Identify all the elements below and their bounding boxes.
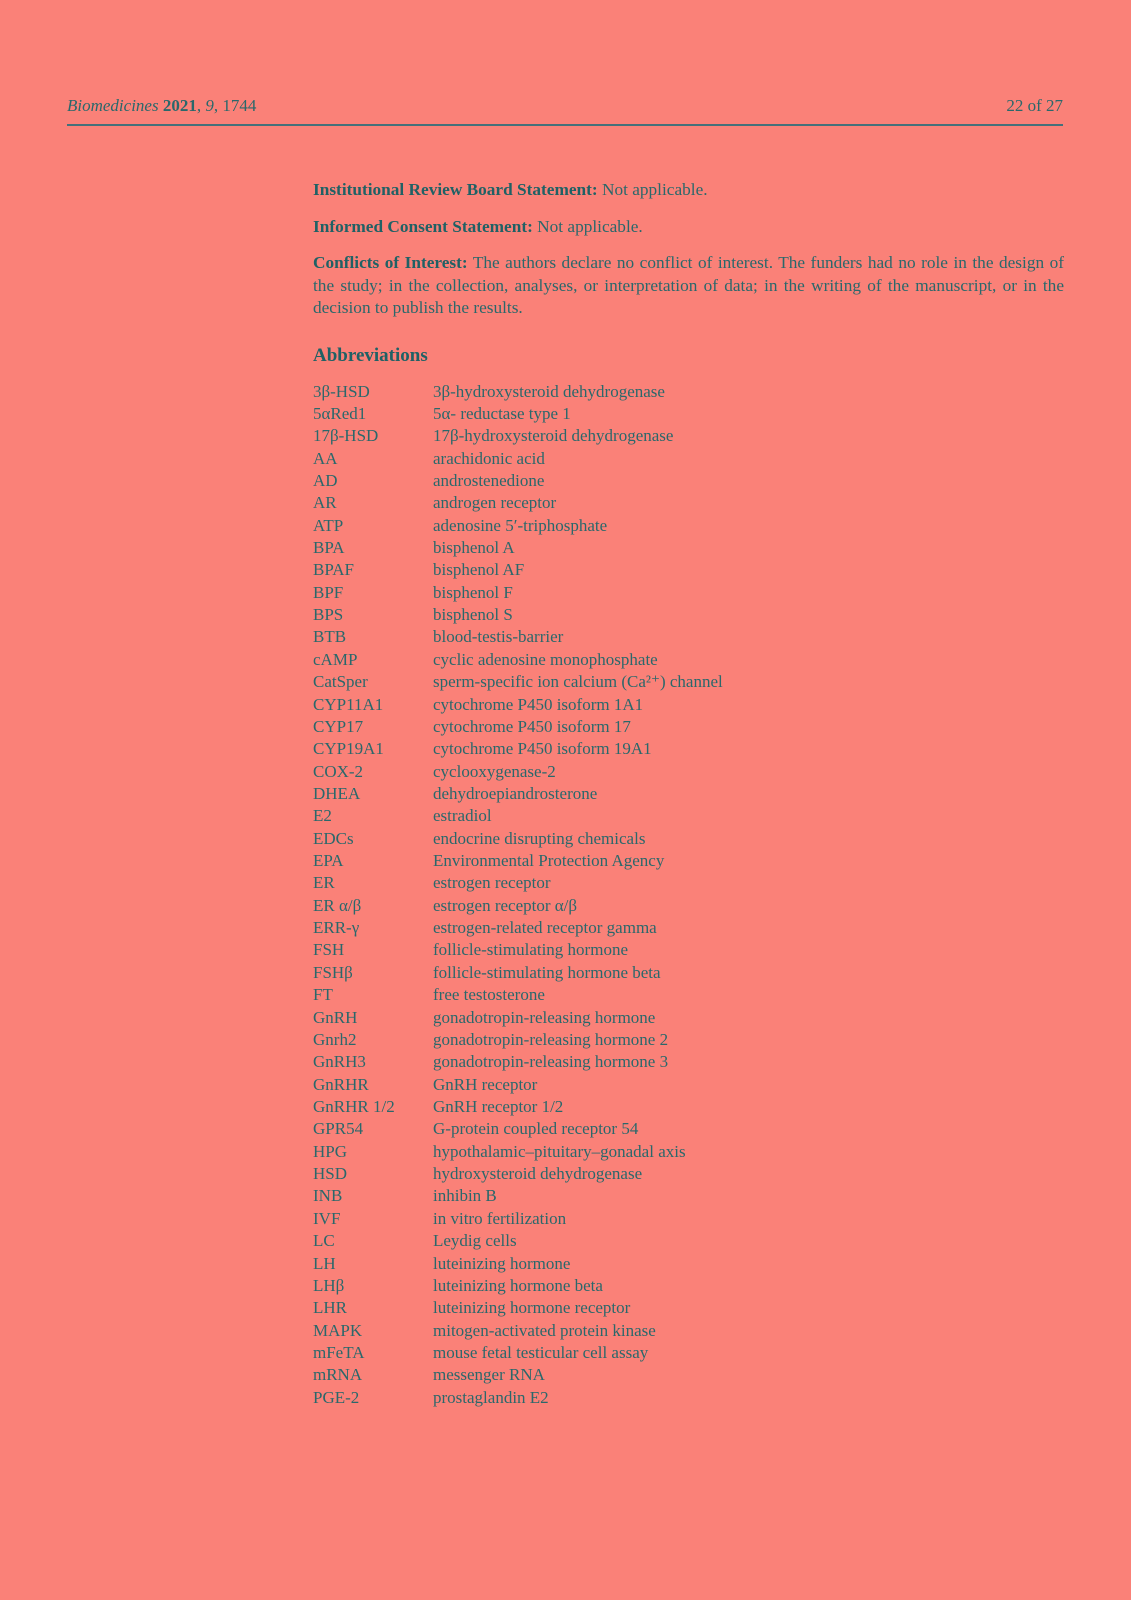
abbreviation-term: DHEA (313, 783, 361, 803)
abbreviation-term: CYP11A1 (313, 694, 384, 714)
abbreviation-term: Gnrh2 (313, 1029, 357, 1049)
abbreviation-term: BPA (313, 538, 345, 558)
abbreviation-row (313, 470, 1064, 492)
abbreviation-term: cAMP (313, 649, 358, 669)
statement-label: Institutional Review Board Statement: (313, 180, 598, 199)
abbreviation-term: 5αRed1 (313, 403, 367, 423)
abbreviation-term: COX-2 (313, 761, 364, 781)
abbreviation-row (313, 1275, 1064, 1297)
abbreviation-definition: bisphenol F (433, 582, 513, 602)
abbreviation-term: FSHβ (313, 962, 353, 982)
abbreviation-row (313, 939, 1064, 961)
abbreviation-term: LHβ (313, 1275, 345, 1295)
abbreviation-definition: adenosine 5′-triphosphate (433, 515, 608, 535)
abbreviation-term: INB (313, 1186, 343, 1206)
abbreviation-definition: hypothalamic–pituitary–gonadal axis (433, 1141, 686, 1161)
abbreviation-row (313, 1029, 1064, 1051)
abbreviation-term: GnRHR (313, 1074, 369, 1094)
abbreviation-row (313, 381, 1064, 403)
abbreviation-row (313, 1297, 1064, 1319)
abbreviation-definition: 3β-hydroxysteroid dehydrogenase (433, 381, 665, 401)
journal-name: Biomedicines (67, 96, 159, 115)
abbreviation-row (313, 425, 1064, 447)
abbreviation-term: EDCs (313, 828, 354, 848)
citation-separator: , (196, 96, 206, 115)
abbreviations-heading: Abbreviations (313, 344, 428, 366)
abbreviation-definition: gonadotropin-releasing hormone 2 (433, 1029, 669, 1049)
abbreviation-term: GPR54 (313, 1119, 364, 1139)
abbreviation-definition: 5α- reductase type 1 (433, 403, 571, 423)
abbreviation-term: PGE-2 (313, 1387, 360, 1407)
abbreviation-definition: gonadotropin-releasing hormone 3 (433, 1052, 669, 1072)
abbreviation-row (313, 448, 1064, 470)
abbreviation-definition: 17β-hydroxysteroid dehydrogenase (433, 426, 674, 446)
abbreviations-list (313, 381, 1064, 1410)
statement (313, 216, 1064, 239)
abbreviation-row (313, 582, 1064, 604)
abbreviation-term: 17β-HSD (313, 426, 379, 446)
abbreviation-definition: messenger RNA (433, 1365, 545, 1385)
abbreviation-definition: cyclic adenosine monophosphate (433, 649, 658, 669)
abbreviation-term: MAPK (313, 1320, 363, 1340)
statement (313, 252, 1064, 320)
abbreviation-row (313, 805, 1064, 827)
abbreviation-definition: estrogen receptor α/β (433, 895, 578, 915)
abbreviation-definition: dehydroepiandrosterone (433, 783, 598, 803)
abbreviation-term: AD (313, 470, 338, 490)
abbreviation-term: CYP19A1 (313, 739, 384, 759)
abbreviation-definition: estrogen receptor (433, 873, 551, 893)
abbreviation-row (313, 1320, 1064, 1342)
abbreviation-term: ER α/β (313, 895, 362, 915)
abbreviation-row (313, 917, 1064, 939)
abbreviation-row (313, 1230, 1064, 1252)
abbreviation-definition: cytochrome P450 isoform 17 (433, 716, 631, 736)
abbreviation-term: LC (313, 1231, 335, 1251)
abbreviation-row (313, 1163, 1064, 1185)
statements-section (313, 179, 1064, 320)
abbreviation-row (313, 649, 1064, 671)
abbreviation-row (313, 1342, 1064, 1364)
abbreviation-term: ERR-γ (313, 918, 360, 938)
abbreviation-row (313, 537, 1064, 559)
journal-citation (67, 96, 256, 116)
abbreviation-row (313, 559, 1064, 581)
abbreviation-row (313, 850, 1064, 872)
abbreviation-term: FSH (313, 940, 345, 960)
abbreviation-definition: arachidonic acid (433, 448, 545, 468)
abbreviation-term: BPAF (313, 560, 354, 580)
abbreviation-definition: in vitro fertilization (433, 1208, 567, 1228)
abbreviation-definition: estradiol (433, 806, 492, 826)
abbreviation-row (313, 403, 1064, 425)
abbreviation-definition: inhibin B (433, 1186, 497, 1206)
abbreviation-term: BPS (313, 605, 344, 625)
statement (313, 179, 1064, 202)
running-head (67, 96, 1063, 116)
abbreviation-term: ATP (313, 515, 344, 535)
abbreviation-row (313, 492, 1064, 514)
abbreviation-row (313, 1253, 1064, 1275)
abbreviation-term: LHR (313, 1298, 347, 1318)
abbreviation-definition: mitogen-activated protein kinase (433, 1320, 656, 1340)
abbreviation-term: GnRH (313, 1007, 358, 1027)
abbreviation-definition: cyclooxygenase-2 (433, 761, 556, 781)
abbreviation-term: AR (313, 493, 337, 513)
main-content (313, 179, 1064, 1409)
abbreviation-term: EPA (313, 851, 344, 871)
abbreviation-row (313, 604, 1064, 626)
abbreviation-row (313, 1118, 1064, 1140)
abbreviation-definition: estrogen-related receptor gamma (433, 918, 657, 938)
citation-article-number: , 1744 (213, 96, 257, 115)
abbreviation-definition: GnRH receptor 1/2 (433, 1097, 564, 1116)
abbreviation-term: HPG (313, 1141, 348, 1161)
abbreviation-definition: follicle-stimulating hormone (433, 940, 628, 960)
abbreviation-definition: Environmental Protection Agency (433, 851, 665, 871)
abbreviation-definition: bisphenol S (433, 605, 513, 625)
header-rule (67, 124, 1063, 126)
abbreviation-term: GnRH3 (313, 1052, 366, 1072)
abbreviation-row (313, 962, 1064, 984)
abbreviation-definition: sperm-specific ion calcium (Ca²⁺) channel (433, 672, 723, 692)
abbreviation-row (313, 716, 1064, 738)
abbreviation-row (313, 671, 1064, 693)
abbreviation-row (313, 1185, 1064, 1207)
abbreviation-definition: GnRH receptor (433, 1074, 538, 1094)
citation-volume: 9 (205, 96, 214, 115)
abbreviation-term: LH (313, 1253, 336, 1273)
abbreviation-definition: gonadotropin-releasing hormone (433, 1007, 656, 1027)
abbreviation-term: HSD (313, 1164, 348, 1184)
statement-label: Conflicts of Interest: (313, 253, 468, 272)
abbreviation-row (313, 1208, 1064, 1230)
abbreviation-row (313, 738, 1064, 760)
abbreviation-definition: luteinizing hormone beta (433, 1275, 603, 1295)
abbreviation-term: AA (313, 448, 338, 468)
citation-year: 2021 (162, 96, 197, 115)
abbreviation-term: BPF (313, 582, 344, 602)
abbreviation-definition: follicle-stimulating hormone beta (433, 962, 661, 982)
abbreviation-definition: free testosterone (433, 985, 545, 1005)
abbreviation-definition: endocrine disrupting chemicals (433, 828, 646, 848)
abbreviation-definition: cytochrome P450 isoform 1A1 (433, 694, 644, 714)
abbreviation-term: E2 (313, 806, 332, 826)
statement-label: Informed Consent Statement: (313, 216, 533, 236)
abbreviation-row (313, 761, 1064, 783)
abbreviation-term: FT (313, 985, 333, 1005)
abbreviation-row (313, 1051, 1064, 1073)
abbreviation-row (313, 783, 1064, 805)
abbreviation-definition: blood-testis-barrier (433, 627, 564, 647)
abbreviation-row (313, 1387, 1064, 1409)
abbreviation-definition: bisphenol A (433, 538, 515, 558)
abbreviation-term: BTB (313, 627, 347, 647)
abbreviation-definition: bisphenol AF (433, 560, 525, 580)
abbreviation-term: mFeTA (313, 1342, 365, 1362)
abbreviation-definition: prostaglandin E2 (433, 1387, 549, 1407)
abbreviation-term: CYP17 (313, 716, 364, 736)
abbreviation-definition: luteinizing hormone receptor (433, 1298, 631, 1318)
abbreviation-definition: androgen receptor (433, 493, 557, 513)
abbreviation-row (313, 1096, 1064, 1118)
abbreviation-term: ER (313, 873, 335, 893)
abbreviation-definition: luteinizing hormone (433, 1253, 571, 1273)
abbreviation-row (313, 872, 1064, 894)
abbreviation-term: IVF (313, 1208, 341, 1228)
abbreviation-definition: Leydig cells (433, 1231, 517, 1251)
abbreviation-row (313, 1141, 1064, 1163)
page-indicator: 22 of 27 (1006, 96, 1063, 115)
abbreviation-term: mRNA (313, 1365, 363, 1385)
abbreviation-term: GnRHR 1/2 (313, 1097, 395, 1116)
abbreviation-definition: hydroxysteroid dehydrogenase (433, 1164, 643, 1184)
abbreviation-row (313, 1364, 1064, 1386)
statement-text: Not applicable. (537, 216, 643, 236)
abbreviation-term: CatSper (313, 672, 368, 692)
abbreviation-definition: androstenedione (433, 470, 545, 490)
abbreviation-definition: mouse fetal testicular cell assay (433, 1342, 649, 1362)
abbreviation-row (313, 828, 1064, 850)
abbreviation-row (313, 984, 1064, 1006)
abbreviation-row (313, 895, 1064, 917)
abbreviation-definition: G-protein coupled receptor 54 (433, 1119, 639, 1139)
abbreviation-definition: cytochrome P450 isoform 19A1 (433, 739, 652, 759)
abbreviation-row (313, 1007, 1064, 1029)
abbreviation-term: 3β-HSD (313, 381, 370, 401)
abbreviation-row (313, 694, 1064, 716)
abbreviation-row (313, 1074, 1064, 1096)
abbreviation-row (313, 515, 1064, 537)
abbreviation-row (313, 626, 1064, 648)
statement-text: Not applicable. (601, 180, 708, 199)
statement-text: The authors declare no conflict of interest. The funders had no role in the design of the study; in the collection, analyses, or interpretation of data; in the writing of the manuscript, or in the decision to publish the results. (313, 253, 1064, 317)
